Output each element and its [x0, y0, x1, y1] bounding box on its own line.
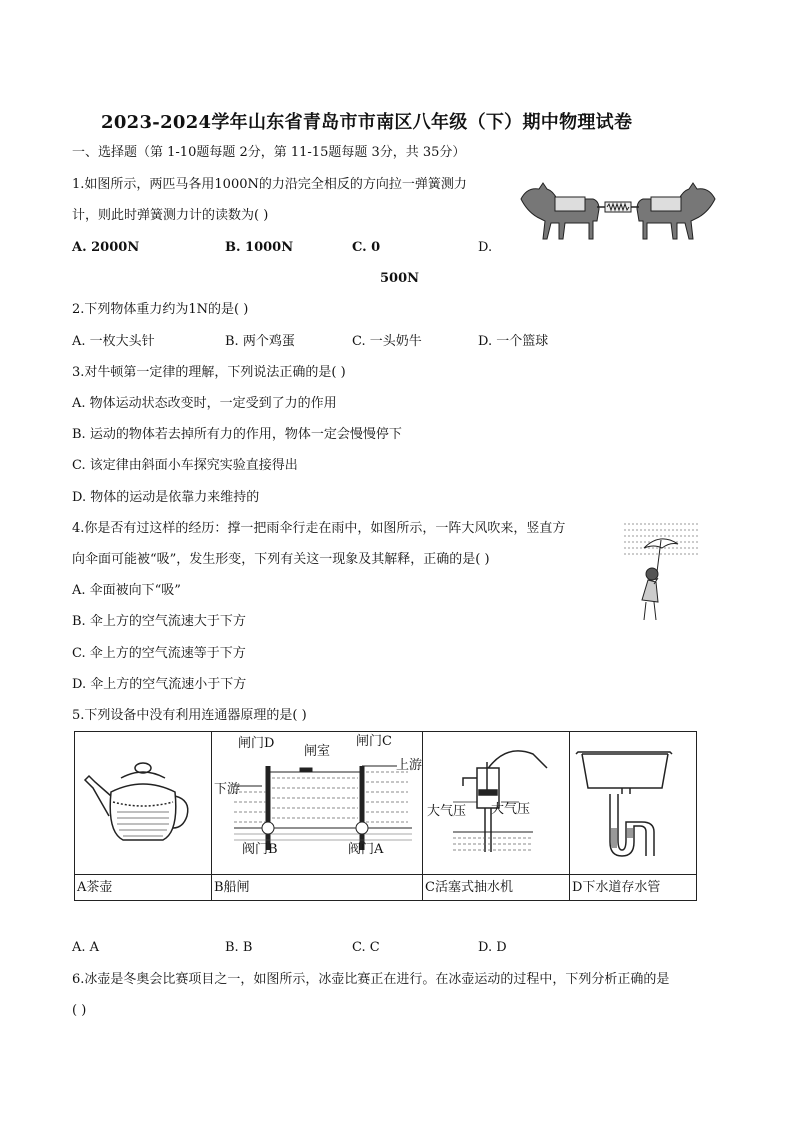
q2-stem: 2.下列物体重力约为1N的是( ) [72, 302, 249, 317]
q5-device-table [74, 731, 697, 901]
caption-d: D下水道存水管 [570, 875, 697, 901]
q4-option-c[interactable]: C. 伞上方的空气流速等于下方 [72, 646, 246, 661]
ship-lock-cell [212, 732, 423, 875]
q1-option-a[interactable]: A. 2000N [72, 240, 140, 255]
q5-option-c[interactable]: C. C [352, 940, 380, 955]
label-upstream: 上游 [396, 758, 423, 773]
q1-option-b[interactable]: B. 1000N [225, 240, 294, 255]
q1-stem-line1: 1.如图所示，两匹马各用1000N的力沿完全相反的方向拉一弹簧测力 [72, 177, 467, 192]
label-lock-room: 闸室 [304, 744, 331, 759]
caption-c: C活塞式抽水机 [423, 875, 570, 901]
umbrella-figure [622, 518, 702, 628]
q4-option-d[interactable]: D. 伞上方的空气流速小于下方 [72, 677, 247, 692]
q6-stem-line2: ( ) [72, 1003, 87, 1018]
horses-figure [513, 177, 723, 247]
label-valve-b: 阀门B [242, 842, 278, 857]
q5-option-b[interactable]: B. B [225, 940, 253, 955]
q5-option-d[interactable]: D. D [478, 940, 507, 955]
label-gate-d: 闸门D [238, 736, 275, 751]
q5-stem: 5.下列设备中没有利用连通器原理的是( ) [72, 708, 307, 723]
page-title: 2023-2024学年山东省青岛市市南区八年级（下）期中物理试卷 [101, 112, 633, 133]
q3-option-d[interactable]: D. 物体的运动是依靠力来维持的 [72, 490, 260, 505]
q6-stem-line1: 6.冰壶是冬奥会比赛项目之一，如图所示，冰壶比赛正在进行。在冰壶运动的过程中，下列分析正确的是 [72, 972, 670, 987]
caption-b: B船闸 [212, 875, 423, 901]
label-atm-right: 大气压 [491, 802, 531, 817]
trap-pipe-cell [570, 732, 697, 875]
q3-option-a[interactable]: A. 物体运动状态改变时，一定受到了力的作用 [72, 396, 337, 411]
label-gate-c: 闸门C [356, 734, 392, 749]
q2-option-b[interactable]: B. 两个鸡蛋 [225, 334, 295, 349]
q3-stem: 3.对牛顿第一定律的理解，下列说法正确的是( ) [72, 365, 346, 380]
q4-option-b[interactable]: B. 伞上方的空气流速大于下方 [72, 614, 246, 629]
section-heading: 一、选择题（第 1-10题每题 2分，第 11-15题每题 3分，共 35分） [72, 145, 466, 160]
q4-option-a[interactable]: A. 伞面被向下“吸” [72, 583, 181, 598]
q2-option-d[interactable]: D. 一个篮球 [478, 334, 549, 349]
label-downstream: 下游 [214, 782, 241, 797]
label-valve-a: 阀门A [348, 842, 384, 857]
teapot-icon [75, 732, 211, 874]
label-atm-left: 大气压 [427, 804, 467, 819]
q4-stem-line2: 向伞面可能被“吸”，发生形变，下列有关这一现象及其解释，正确的是( ) [72, 552, 490, 567]
q1-option-c[interactable]: C. 0 [352, 240, 381, 255]
q1-option-d[interactable]: D. [478, 240, 493, 255]
q4-stem-line1: 4.你是否有过这样的经历：撑一把雨伞行走在雨中，如图所示，一阵大风吹来，竖直方 [72, 521, 566, 536]
q5-option-a[interactable]: A. A [72, 940, 100, 955]
teapot-cell [75, 732, 212, 875]
pump-cell [423, 732, 570, 875]
q2-option-a[interactable]: A. 一枚大头针 [72, 334, 155, 349]
q3-option-c[interactable]: C. 该定律由斜面小车探究实验直接得出 [72, 458, 298, 473]
trap-pipe-icon [570, 732, 696, 874]
q1-stem-line2: 计，则此时弹簧测力计的读数为( ) [72, 208, 269, 223]
caption-a: A茶壶 [75, 875, 212, 901]
q3-option-b[interactable]: B. 运动的物体若去掉所有力的作用，物体一定会慢慢停下 [72, 427, 402, 442]
q1-option-d-value: 500N [380, 271, 420, 286]
q2-option-c[interactable]: C. 一头奶牛 [352, 334, 422, 349]
